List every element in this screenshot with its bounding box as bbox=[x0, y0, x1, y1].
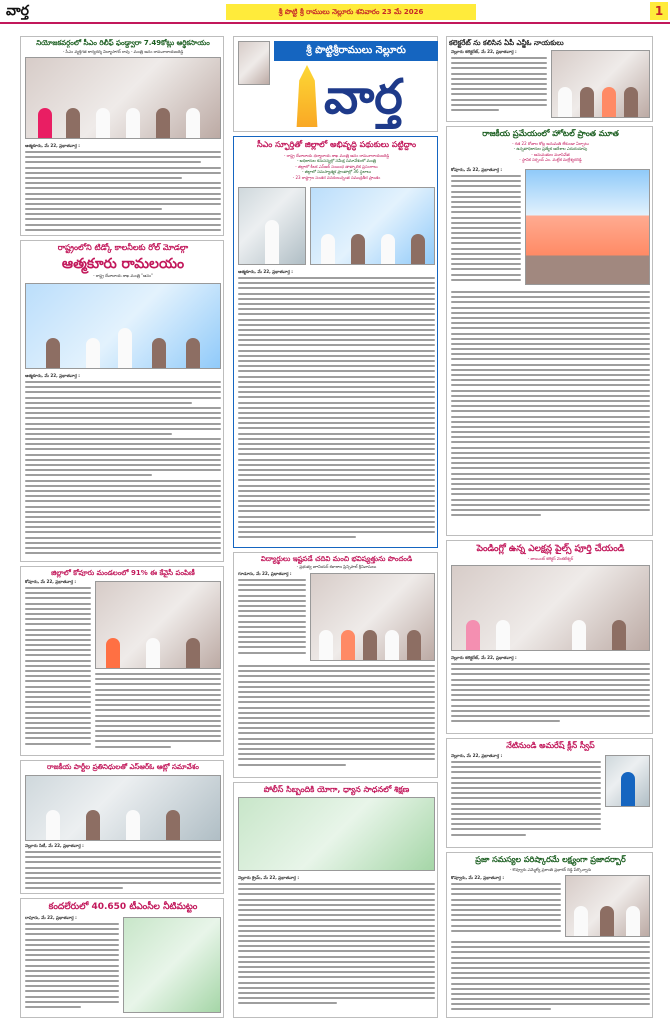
story-headline: ప్రజా సమస్యల పరిష్కారమే లక్ష్యంగా ప్రజాదర్బార్ bbox=[475, 855, 626, 864]
story-headline: కందలేరులో 40.650 టీఎంసీల నీటిమట్టం bbox=[48, 902, 198, 912]
story-body bbox=[238, 875, 435, 1015]
story-body bbox=[451, 655, 650, 731]
story-party-representatives bbox=[20, 760, 224, 894]
story-photo-minister bbox=[238, 187, 306, 265]
story-headline: పోలీస్ సిబ్బందికి యోగా, ధ్యాన సాధనలో శిక్షణ bbox=[263, 785, 410, 794]
story-subhead: - కొవ్వూరు ఎమ్మెల్యే ప్రశాంతి ప్రభాకర్ రెడ్డి పేర్కొన్నారు bbox=[509, 867, 592, 872]
story-kovur-ekyc bbox=[20, 566, 224, 756]
story-byline: నెల్లూరు, మే 22, ప్రభాతవార్త : bbox=[451, 753, 503, 758]
story-photo bbox=[25, 775, 221, 841]
header-logo: వార్త bbox=[6, 3, 29, 19]
story-byline: ఆత్మకూరు, మే 22, ప్రభాతవార్త : bbox=[25, 373, 80, 378]
story-apngo-collector bbox=[446, 36, 653, 122]
story-body bbox=[451, 875, 561, 935]
story-cm-inspiration bbox=[233, 136, 438, 548]
story-byline: కొవ్వూరు, మే 22, ప్రభాతవార్త : bbox=[451, 875, 505, 880]
story-byline: గూడూరు, మే 22, ప్రభాతవార్త : bbox=[238, 571, 292, 576]
story-photo-portrait bbox=[605, 755, 650, 807]
story-byline: నెల్లూరు కలెక్టరేట్, మే 22, ప్రభాతవార్త : bbox=[451, 655, 517, 660]
story-kandaleru-reservoir bbox=[20, 898, 224, 1018]
bullet-item: - జిల్లాలో సమస్యాత్మక ప్రాంతాల్లో 36 స్థలాలు bbox=[302, 169, 371, 175]
story-hotel-closure bbox=[446, 126, 653, 536]
story-photo bbox=[551, 50, 650, 118]
story-photo-meeting bbox=[310, 187, 435, 265]
story-byline: కోవూరు, మే 22, ప్రభాతవార్త : bbox=[451, 167, 503, 172]
story-pending-election-files bbox=[446, 540, 653, 734]
story-bullets bbox=[238, 153, 435, 180]
story-byline: ఆత్మకూరు, మే 22, ప్రభాతవార్త : bbox=[238, 269, 293, 274]
story-body bbox=[25, 143, 221, 233]
story-photo-reservoir bbox=[123, 917, 221, 1013]
header-date-strip: శ్రీ పొట్టి శ్రీ రాములు నెల్లూరు శనివారం 23 మే 2026 bbox=[226, 4, 476, 20]
story-subhead: - రాష్ట్ర దేవాదాయ శాఖ మంత్రి "ఆనం" bbox=[93, 273, 153, 278]
founder-portrait bbox=[238, 41, 270, 85]
masthead-edition-name: శ్రీ పొట్టిశ్రీరాములు నెల్లూరు bbox=[274, 41, 438, 61]
bullet-item: - స్థానిక సర్పంచ్ ఎం. మల్లేశ మల్లేశ్వరరెడ్డి bbox=[519, 157, 582, 163]
story-cm-relief-fund bbox=[20, 36, 224, 236]
story-byline: నెల్లూరు క్రైమ్, మే 22, ప్రభాతవార్త : bbox=[238, 875, 300, 880]
story-photo bbox=[25, 283, 221, 369]
story-body bbox=[451, 49, 547, 119]
bullet-item: - జిల్లాలో కీలక ఎస్ఆర్ సంబంధ తాత్కాలిక ప్రసంగాలు bbox=[295, 163, 378, 169]
story-headline: విద్యార్థులు ఇష్టపడే చదివి మంచి భవిష్యత్తును పొందండి bbox=[260, 555, 413, 563]
story-byline: కోవూరు, మే 22, ప్రభాతవార్త : bbox=[25, 579, 77, 584]
story-headline: సీఎం స్ఫూర్తితో జిల్లాలో అభివృద్ధి పథుకులు పట్టిద్దాం bbox=[256, 140, 417, 149]
story-photo-hotel bbox=[525, 169, 650, 285]
story-subhead: - సీఎం వ్యక్తిగత కార్యదర్శి విద్యాసాగర్ రావు - మంత్రి ఆనం రామనారాయణరెడ్డి bbox=[62, 49, 184, 54]
story-photo bbox=[310, 573, 435, 661]
story-byline: రాపూరు, మే 22, ప్రభాతవార్త : bbox=[25, 915, 77, 920]
story-students-future bbox=[233, 552, 438, 778]
story-body bbox=[25, 843, 221, 893]
story-headline: నియోజకవర్గంలో సీఎం రిలీఫ్ ఫండ్ద్వారా 7.49కోట్లు ఆర్థికసాయం bbox=[36, 39, 210, 47]
story-body bbox=[25, 915, 119, 1015]
story-subhead: - ప్రభుత్వ జూనియర్ కళాశాల ప్రిన్సిపాల్ శ్రీనివాసులు bbox=[296, 564, 377, 569]
story-subhead: - జాయింట్ కలెక్టర్ వెంకటేశ్వర్ bbox=[527, 556, 574, 561]
page-header bbox=[0, 0, 670, 24]
bullet-item: - అధికారుల కనుసన్నల్లో సమీక్ష సమావేశంలో మంత్రి bbox=[296, 158, 377, 164]
story-headline-large: ఆత్మకూరు రామలయం bbox=[61, 256, 185, 272]
story-praja-darbar bbox=[446, 852, 653, 1018]
story-headline: జిల్లాలో కోవూరు మండలంలో 91% ఈ కేవైసీ పంపిణీ bbox=[51, 569, 195, 577]
story-body bbox=[25, 579, 91, 753]
story-body bbox=[451, 753, 601, 845]
masthead bbox=[233, 36, 438, 132]
story-headline: రాజకీయ ప్రమేయంలో హోటల్ ప్రాంత మూత bbox=[482, 129, 619, 138]
story-photo bbox=[451, 565, 650, 651]
story-byline: నెల్లూరు కలెక్టరేట్, మే 22, ప్రభాతవార్త : bbox=[451, 49, 517, 54]
story-body bbox=[238, 269, 435, 545]
story-headline: పెండింగ్లో ఉన్న ఎలక్షన్ల పైల్స్ పూర్తి చేయండి bbox=[476, 544, 625, 554]
page-number: 1 bbox=[650, 2, 668, 20]
story-photo bbox=[25, 57, 221, 139]
story-body bbox=[25, 373, 221, 559]
story-police-yoga bbox=[233, 782, 438, 1018]
story-clean-sweep bbox=[446, 738, 653, 848]
story-photo-yoga bbox=[238, 797, 435, 871]
bullet-item: - అనుమతుల మూసివేత bbox=[531, 151, 570, 157]
story-headline: రాష్ట్రంలోని టిడ్కో కాలనీలకు రోల్ మోడల్గా bbox=[57, 243, 189, 252]
story-bullets bbox=[451, 141, 650, 163]
story-body bbox=[451, 167, 521, 287]
bullet-item: - 23 రాష్ట్రాల సంతర వనరులున్నంత సముద్రతీర ప్రాంతం bbox=[292, 174, 381, 180]
story-photo bbox=[565, 875, 650, 937]
story-headline: నేటినుండి అమరేష్ క్లీన్ స్వీప్ bbox=[506, 741, 595, 750]
bullet-item: - రాష్ట్ర దేవాదాయ ధర్మాదాయ శాఖ మంత్రి ఆనం రామనారాయణరెడ్డి bbox=[283, 153, 390, 158]
story-body bbox=[238, 571, 306, 661]
bullet-item: - గత 22 రోజుల కోట్ల అనుమతి లేకుండా ఏర్పాటు bbox=[512, 141, 589, 146]
story-headline: రాజకీయ పార్టీల ప్రతినిధులతో ఎస్ఆర్ఓ ఆట్లో సమావేశం bbox=[47, 763, 199, 771]
story-byline: ఆత్మకూరు, మే 22, ప్రభాతవార్త : bbox=[25, 143, 80, 148]
temple-gopuram-icon bbox=[294, 65, 320, 127]
bullet-item: - ఉన్నతాధికారుల ప్రత్యేక ఆదేశాల ఎదురుచూపు bbox=[513, 146, 588, 152]
story-byline: నెల్లూరు సిటీ, మే 22, ప్రభాతవార్త : bbox=[25, 843, 84, 848]
story-tidco-colonies bbox=[20, 240, 224, 562]
masthead-logo: వార్త bbox=[324, 69, 403, 125]
story-headline: కలెక్టరేట్ ను కలిసిన ఏపీ ఎన్జీఓ నాయకులు bbox=[449, 39, 564, 47]
story-photo bbox=[95, 581, 221, 669]
